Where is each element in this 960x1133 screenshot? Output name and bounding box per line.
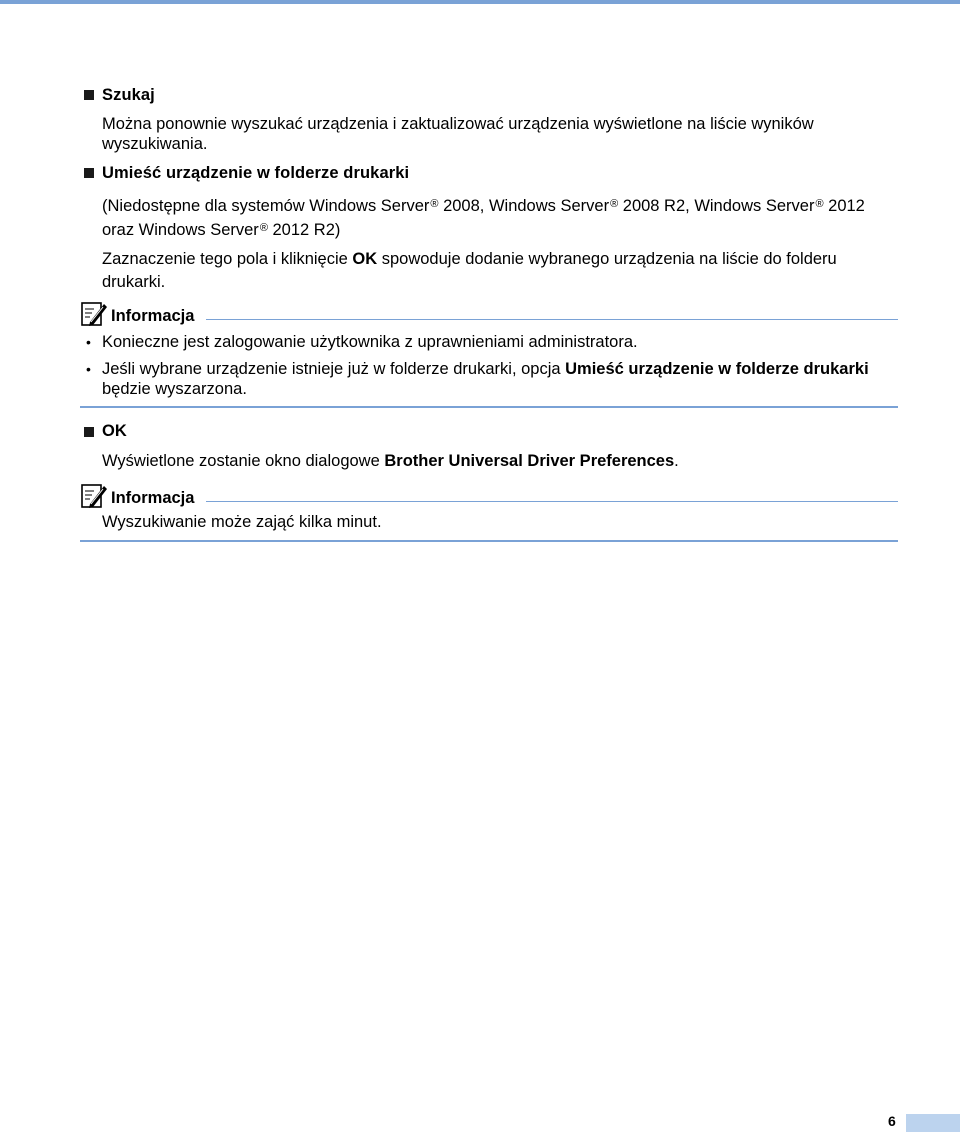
dialog-name: Brother Universal Driver Preferences [384,452,675,470]
availability-line2: oraz Windows Server® 2012 R2) [102,221,341,239]
note1-item2-line1: Jeśli wybrane urządzenie istnieje już w folderze drukarki, opcja Umieść urządzenie w folderze drukarki [102,360,869,378]
note1-title: Informacja [111,307,195,325]
note1-bullet: • [86,334,91,350]
place-desc-line1: Zaznaczenie tego pola i kliknięcie OK spowoduje dodanie wybranego urządzenia na liście do folderu [102,250,837,268]
availability-line1: (Niedostępne dla systemów Windows Server® 2008, Windows Server® 2008 R2, Windows Server® 2012 [102,197,865,215]
note1-item2-line2: będzie wyszarzona. [102,380,247,398]
top-rule [0,0,960,4]
ok-description: Wyświetlone zostanie okno dialogowe Brother Universal Driver Preferences. [102,452,679,470]
note-pencil-icon [80,300,108,328]
heading-szukaj: Szukaj [102,86,155,104]
note2-title-rule [206,501,898,502]
note1-item1: Konieczne jest zalogowanie użytkownika z uprawnieniami administratora. [102,333,638,351]
page-number-tab [906,1114,960,1132]
note2-text: Wyszukiwanie może zająć kilka minut. [102,513,382,531]
heading-ok: OK [102,422,127,440]
square-bullet-icon [84,427,94,437]
szukaj-text-line2: wyszukiwania. [102,135,208,153]
option-name-place-in-folder: Umieść urządzenie w folderze drukarki [565,360,869,378]
note2-bottom-rule [80,540,898,542]
place-desc-line2: drukarki. [102,273,166,291]
square-bullet-icon [84,168,94,178]
szukaj-text-line1: Można ponownie wyszukać urządzenia i zaktualizować urządzenia wyświetlone na liście wyników [102,115,814,133]
note1-bottom-rule [80,406,898,408]
note1-title-rule [206,319,898,320]
note2-title: Informacja [111,489,195,507]
ok-inline-label: OK [352,250,378,268]
heading-place-in-folder: Umieść urządzenie w folderze drukarki [102,164,410,182]
square-bullet-icon [84,90,94,100]
note-pencil-icon [80,482,108,510]
page-number: 6 [888,1113,896,1129]
note1-bullet: • [86,361,91,377]
